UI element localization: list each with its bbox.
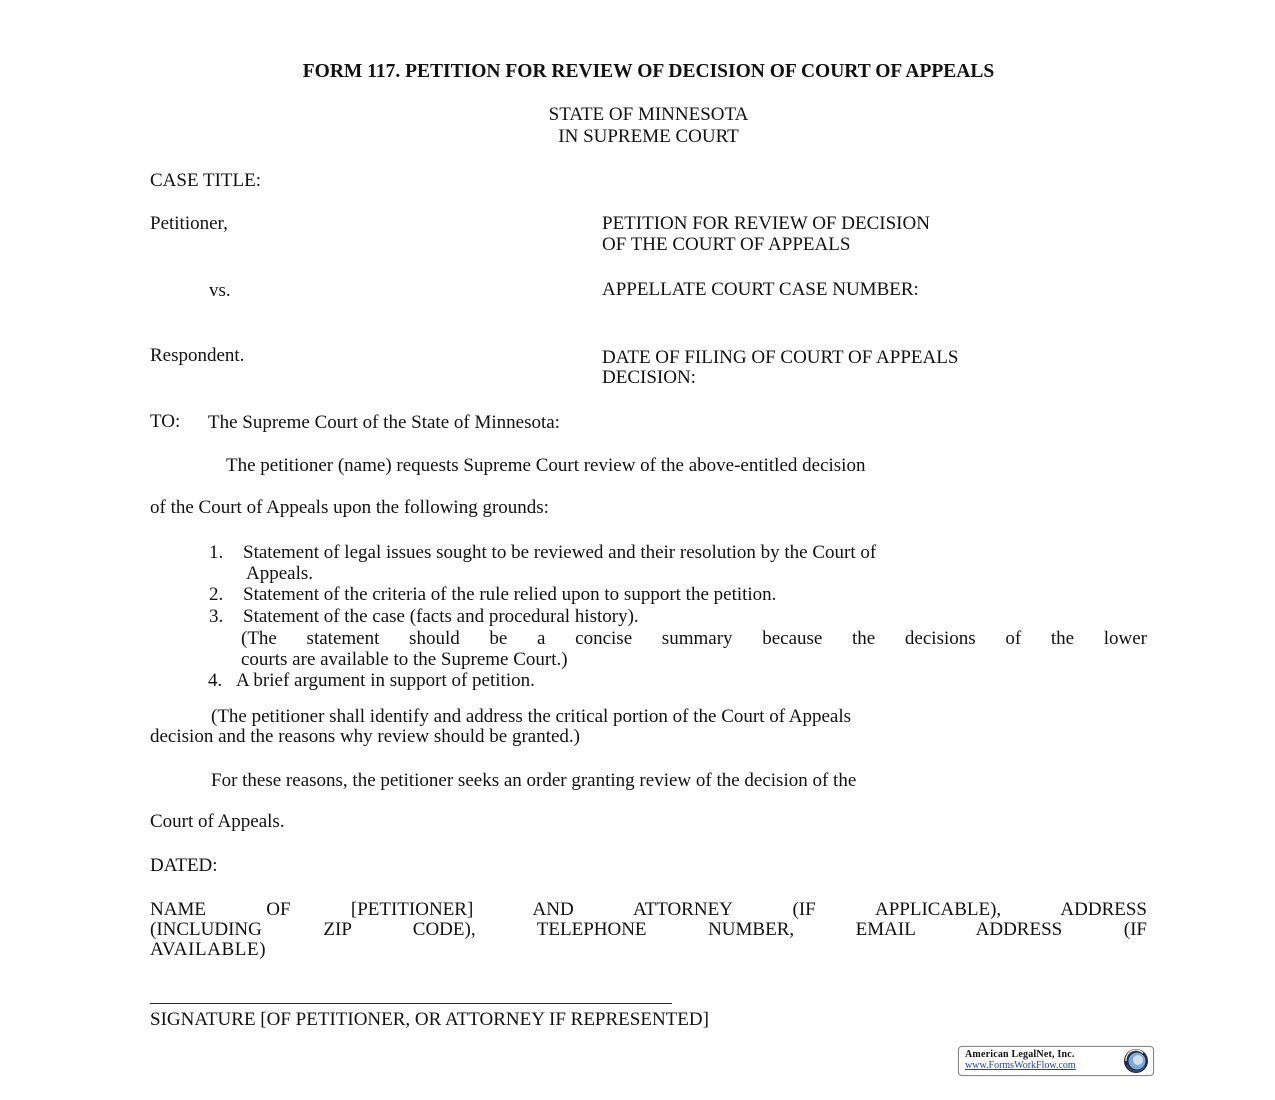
ground-1-text-cont: Appeals.	[246, 563, 314, 584]
badge-company: American LegalNet, Inc.	[965, 1049, 1075, 1060]
ground-2-number: 2.	[209, 584, 224, 605]
globe-logo-icon	[1123, 1048, 1149, 1074]
name-block-line2: (INCLUDING ZIP CODE), TELEPHONE NUMBER, EMAIL ADDRESS (IF	[150, 919, 1147, 940]
petitioner-label: Petitioner,	[150, 213, 228, 234]
court-header-court: IN SUPREME COURT	[558, 126, 739, 147]
ground-1-text: Statement of legal issues sought to be reviewed and their resolution by the Court of	[243, 542, 877, 563]
footer-badge[interactable]	[958, 1046, 1154, 1076]
case-number-label: APPELLATE COURT CASE NUMBER:	[602, 279, 919, 300]
ground-4-number: 4.	[208, 670, 223, 691]
conclusion-line2: Court of Appeals.	[150, 811, 285, 832]
request-line2: of the Court of Appeals upon the following grounds:	[150, 497, 549, 518]
ground-3-note-line1: (The statement should be a concise summary because the decisions of the lower	[241, 628, 1147, 649]
badge-link[interactable]: www.FormsWorkFlow.com	[965, 1060, 1076, 1071]
court-header-state: STATE OF MINNESOTA	[548, 104, 749, 125]
ground-3-text: Statement of the case (facts and procedural history).	[243, 606, 639, 627]
ground-4-text: A brief argument in support of petition.	[236, 670, 535, 691]
instruction-line2: decision and the reasons why review should be granted.)	[150, 726, 581, 747]
filing-date-label-line1: DATE OF FILING OF COURT OF APPEALS	[602, 347, 959, 368]
conclusion-line1: For these reasons, the petitioner seeks an order granting review of the decision of the	[211, 770, 857, 791]
instruction-line1: (The petitioner shall identify and address the critical portion of the Court of Appeals	[211, 706, 852, 727]
case-title-label: CASE TITLE:	[150, 170, 262, 191]
request-line1: The petitioner (name) requests Supreme Court review of the above-entitled decision	[226, 455, 866, 476]
ground-2-text: Statement of the criteria of the rule relied upon to support the petition.	[243, 584, 777, 605]
petition-heading-line2: OF THE COURT OF APPEALS	[602, 234, 851, 255]
respondent-label: Respondent.	[150, 345, 245, 366]
name-block-line1: NAME OF [PETITIONER] AND ATTORNEY (IF APPLICABLE), ADDRESS	[150, 899, 1147, 920]
ground-3-number: 3.	[209, 606, 224, 627]
to-label: TO:	[150, 411, 181, 432]
filing-date-label-line2: DECISION:	[602, 367, 696, 388]
name-block-line3: AVAILABLE)	[150, 939, 267, 960]
signature-line	[150, 1003, 672, 1004]
petition-heading-line1: PETITION FOR REVIEW OF DECISION	[602, 213, 930, 234]
to-addressee: The Supreme Court of the State of Minnesota:	[208, 412, 560, 433]
ground-1-number: 1.	[209, 542, 224, 563]
dated-label: DATED:	[150, 855, 218, 876]
vs-label: vs.	[209, 280, 231, 301]
signature-label: SIGNATURE [OF PETITIONER, OR ATTORNEY IF REPRESENTED]	[150, 1009, 709, 1030]
ground-3-note-line2: courts are available to the Supreme Court.)	[241, 649, 568, 670]
form-title: FORM 117. PETITION FOR REVIEW OF DECISION OF COURT OF APPEALS	[302, 61, 995, 82]
